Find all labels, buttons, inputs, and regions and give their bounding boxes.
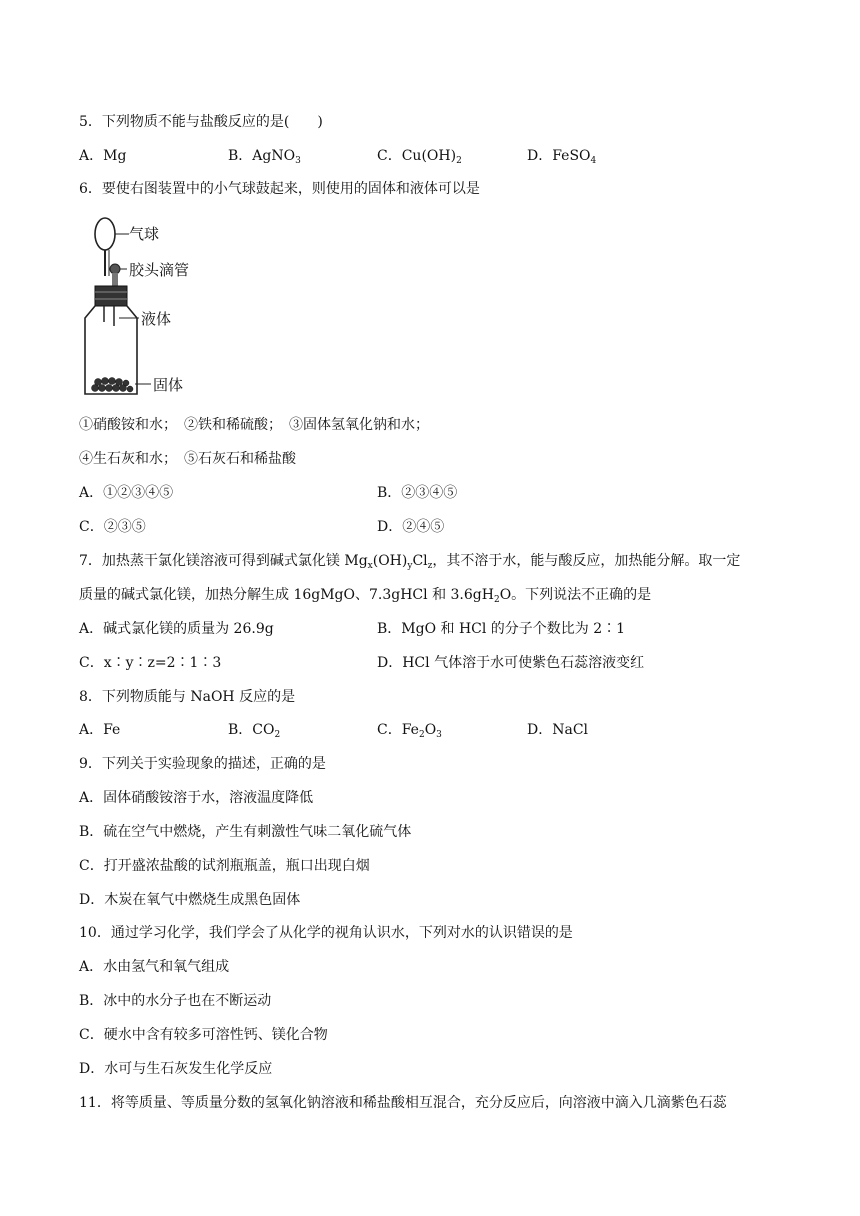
- q10-option-d: D．水可与生石灰发生化学反应: [79, 1061, 273, 1077]
- q7-option-a: A．碱式氯化镁的质量为 26.9g: [79, 621, 274, 637]
- q10-option-c: C．硬水中含有较多可溶性钙、镁化合物: [79, 1027, 328, 1043]
- q5-option-d: D．FeSO$_4$: [527, 148, 597, 166]
- question-6-stem: 6．要使右图装置中的小气球鼓起来，则使用的固体和液体可以是: [79, 181, 480, 197]
- q6-option-c: C．②③⑤: [79, 519, 146, 535]
- label-dropper: 胶头滴管: [129, 261, 190, 279]
- q7-option-b: B．MgO 和 HCl 的分子个数比为 2∶1: [377, 621, 626, 637]
- q9-option-c: C．打开盛浓盐酸的试剂瓶瓶盖，瓶口出现白烟: [79, 858, 370, 874]
- q6-choices-line-1: ①硝酸铵和水； ②铁和稀硫酸； ③固体氢氧化钠和水；: [79, 417, 429, 433]
- q8-option-b: B．$CO_2$: [228, 722, 281, 740]
- apparatus-diagram: [79, 214, 229, 400]
- rubber-stopper: [95, 286, 127, 306]
- q6-choices-line-2: ④生石灰和水； ⑤石灰石和稀盐酸: [79, 451, 296, 467]
- question-10-stem: 10．通过学习化学，我们学会了从化学的视角认识水，下列对水的认识错误的是: [79, 925, 573, 941]
- q9-option-a: A．固体硝酸铵溶于水，溶液温度降低: [79, 790, 314, 806]
- q10-option-a: A．水由氢气和氧气组成: [79, 959, 230, 975]
- q8-option-d: D．NaCl: [527, 722, 589, 738]
- question-7-stem-line-1: 7．加热蒸干氯化镁溶液可得到碱式氯化镁 $Mg_x(OH)_yCl_z$，其不溶于水，能与酸反应，加热能分解。取一定: [79, 553, 741, 571]
- question-7-stem-line-2: 质量的碱式氯化镁，加热分解生成 16gMgO、7.3gHCl 和 $3.6gH_2O$。下列说法不正确的是: [79, 587, 652, 605]
- q8-option-c: C．$Fe_2O_3$: [377, 722, 442, 740]
- q6-option-d: D．②④⑤: [377, 519, 445, 535]
- q10-option-b: B．冰中的水分子也在不断运动: [79, 993, 272, 1009]
- q7-option-c: C．x∶y∶z=2∶1∶3: [79, 655, 222, 671]
- q5-option-a: A．Mg: [79, 148, 127, 164]
- q9-option-b: B．硫在空气中燃烧，产生有刺激性气味二氧化硫气体: [79, 824, 412, 840]
- label-solid: 固体: [153, 376, 184, 394]
- q9-option-d: D．木炭在氧气中燃烧生成黑色固体: [79, 892, 301, 908]
- q7-option-d: D．HCl 气体溶于水可使紫色石蕊溶液变红: [377, 655, 645, 671]
- dropper-bulb: [110, 264, 120, 274]
- label-balloon: 气球: [129, 225, 160, 243]
- question-5-stem: 5．下列物质不能与盐酸反应的是( ): [79, 114, 323, 130]
- q5-option-b: B．AgNO$_3$: [228, 148, 301, 166]
- q6-option-b: B．②③④⑤: [377, 485, 458, 501]
- question-9-stem: 9．下列关于实验现象的描述，正确的是: [79, 756, 326, 772]
- q6-option-a: A．①②③④⑤: [79, 485, 174, 501]
- balloon-shape: [95, 218, 115, 250]
- q5-option-c: C．$Cu(OH)_2$: [377, 148, 462, 166]
- question-8-stem: 8．下列物质能与 NaOH 反应的是: [79, 689, 296, 705]
- question-11-stem: 11．将等质量、等质量分数的氢氧化钠溶液和稀盐酸相互混合，充分反应后，向溶液中滴入几滴紫色石蕊: [79, 1095, 727, 1111]
- solid-pellets: [92, 378, 134, 393]
- q8-option-a: A．Fe: [79, 722, 121, 738]
- label-liquid: 液体: [141, 310, 172, 328]
